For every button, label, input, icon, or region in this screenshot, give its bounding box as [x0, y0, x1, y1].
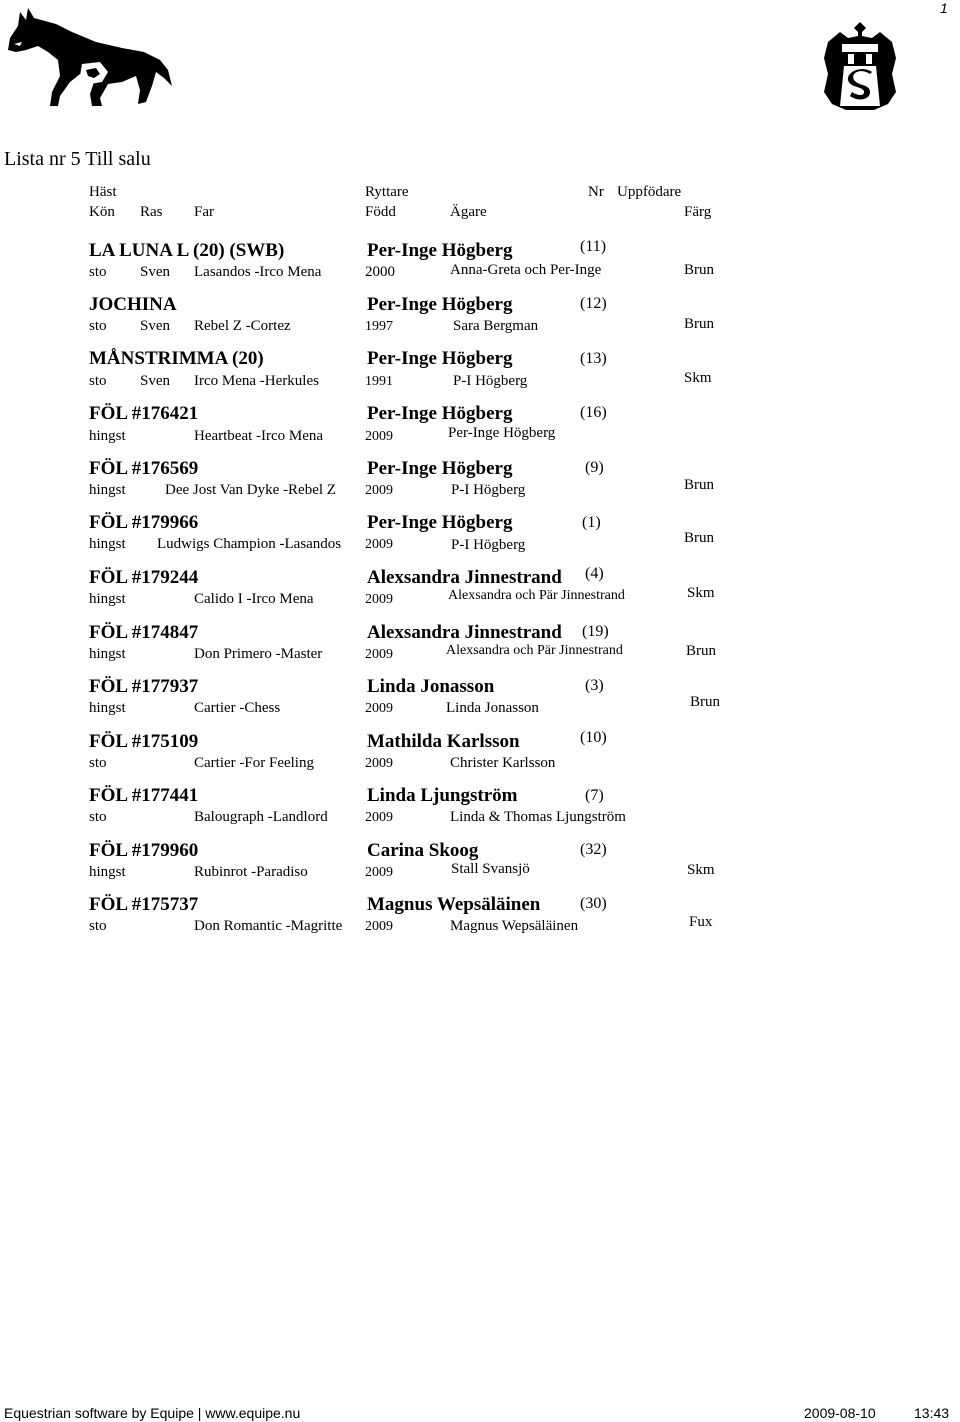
rider-name: Linda Ljungström	[367, 785, 518, 806]
gender: hingst	[89, 428, 126, 444]
breed: Sven	[140, 373, 170, 389]
gender: sto	[89, 755, 107, 771]
birth-year: 1997	[365, 319, 393, 334]
header-agare: Ägare	[450, 204, 487, 220]
page-number: 1	[940, 0, 948, 16]
horse-name: FÖL #177937	[89, 676, 199, 697]
horse-name: FÖL #175109	[89, 731, 199, 752]
header-hast: Häst	[89, 184, 117, 200]
birth-year: 2009	[365, 919, 393, 934]
breed: Sven	[140, 318, 170, 334]
footer-software: Equestrian software by Equipe | www.equipe.nu	[4, 1405, 301, 1421]
gender: sto	[89, 318, 107, 334]
horse-name: FÖL #179960	[89, 840, 199, 861]
horse-color: Brun	[686, 643, 716, 659]
horse-name: FÖL #179966	[89, 512, 199, 533]
header-uppfodare: Uppfödare	[617, 184, 682, 200]
owner: Sara Bergman	[453, 318, 539, 334]
entry-nr: (30)	[580, 895, 607, 912]
horse-logo-icon	[4, 2, 174, 110]
birth-year: 2009	[365, 701, 393, 716]
rider-name: Mathilda Karlsson	[367, 731, 520, 752]
owner: P-I Högberg	[453, 373, 528, 389]
horse-color: Brun	[690, 694, 720, 710]
gender: sto	[89, 918, 107, 934]
gender: hingst	[89, 536, 126, 552]
header-far: Far	[194, 204, 214, 220]
pedigree: Ludwigs Champion -Lasandos	[157, 536, 342, 552]
owner: Linda Jonasson	[446, 700, 539, 716]
entry-nr: (3)	[585, 677, 604, 694]
horse-color: Brun	[684, 477, 714, 493]
header-nr: Nr	[588, 184, 604, 200]
pedigree: Cartier -For Feeling	[194, 755, 314, 771]
footer-date: 2009-08-10	[804, 1405, 876, 1421]
owner: Alexsandra och Pär Jinnestrand	[448, 588, 625, 603]
horse-color: Skm	[687, 862, 715, 878]
gender: sto	[89, 373, 107, 389]
entry-nr: (10)	[580, 729, 607, 746]
rider-name: Alexsandra Jinnestrand	[367, 622, 562, 643]
entry-nr: (7)	[585, 787, 604, 804]
owner: Christer Karlsson	[450, 755, 556, 771]
entry-nr: (13)	[580, 350, 607, 367]
owner: Alexsandra och Pär Jinnestrand	[446, 643, 623, 658]
horse-name: FÖL #179244	[89, 567, 199, 588]
horse-color: Brun	[684, 316, 714, 332]
rider-name: Per-Inge Högberg	[367, 512, 513, 533]
gender: sto	[89, 809, 107, 825]
entry-nr: (11)	[580, 238, 607, 255]
entry-nr: (19)	[582, 623, 609, 640]
gender: hingst	[89, 700, 126, 716]
horse-color: Skm	[684, 370, 712, 386]
horse-color: Skm	[687, 585, 715, 601]
gender: hingst	[89, 482, 126, 498]
entry-nr: (9)	[585, 459, 604, 476]
birth-year: 2009	[365, 756, 393, 771]
header-fodd: Född	[365, 204, 396, 220]
owner: P-I Högberg	[451, 482, 526, 498]
owner: Anna-Greta och Per-Inge	[450, 262, 602, 278]
gender: hingst	[89, 591, 126, 607]
entry-nr: (16)	[580, 404, 607, 421]
rider-name: Per-Inge Högberg	[367, 348, 513, 369]
birth-year: 2009	[365, 647, 393, 662]
birth-year: 1991	[365, 374, 393, 389]
rider-name: Alexsandra Jinnestrand	[367, 567, 562, 588]
header-kon: Kön	[89, 204, 115, 220]
rider-name: Linda Jonasson	[367, 676, 495, 697]
rider-name: Per-Inge Högberg	[367, 458, 513, 479]
birth-year: 2009	[365, 429, 393, 444]
horse-name: LA LUNA L (20) (SWB)	[89, 240, 285, 261]
owner: Magnus Wepsäläinen	[450, 918, 579, 934]
pedigree: Rebel Z -Cortez	[194, 318, 291, 334]
footer-time: 13:43	[914, 1405, 950, 1421]
horse-name: FÖL #175737	[89, 894, 199, 915]
pedigree: Rubinrot -Paradiso	[194, 864, 308, 880]
pedigree: Irco Mena -Herkules	[194, 373, 319, 389]
rider-name: Per-Inge Högberg	[367, 294, 513, 315]
entry-nr: (4)	[585, 565, 604, 582]
entry-nr: (32)	[580, 841, 607, 858]
birth-year: 2009	[365, 592, 393, 607]
rider-name: Per-Inge Högberg	[367, 240, 513, 261]
horse-name: FÖL #177441	[89, 785, 199, 806]
pedigree: Lasandos -Irco Mena	[194, 264, 322, 280]
pedigree: Don Romantic -Magritte	[194, 918, 343, 934]
horse-name: FÖL #174847	[89, 622, 199, 643]
horse-name: MÅNSTRIMMA (20)	[89, 348, 264, 369]
owner: Per-Inge Högberg	[448, 425, 556, 441]
owner: Linda & Thomas Ljungström	[450, 809, 626, 825]
rider-name: Per-Inge Högberg	[367, 403, 513, 424]
gender: sto	[89, 264, 107, 280]
header-ryttare: Ryttare	[365, 184, 409, 200]
list-title: Lista nr 5 Till salu	[4, 148, 151, 170]
crown-s-logo-icon	[822, 22, 898, 110]
horse-color: Brun	[684, 262, 714, 278]
breed: Sven	[140, 264, 170, 280]
birth-year: 2009	[365, 810, 393, 825]
birth-year: 2009	[365, 483, 393, 498]
pedigree: Calido I -Irco Mena	[194, 591, 314, 607]
rider-name: Carina Skoog	[367, 840, 479, 861]
horse-color: Fux	[689, 914, 713, 930]
pedigree: Don Primero -Master	[194, 646, 323, 662]
pedigree: Dee Jost Van Dyke -Rebel Z	[165, 482, 336, 498]
horse-name: FÖL #176569	[89, 458, 199, 479]
header-farg: Färg	[684, 204, 712, 220]
entry-nr: (12)	[580, 295, 607, 312]
horse-name: JOCHINA	[89, 294, 177, 315]
header-ras: Ras	[140, 204, 163, 220]
pedigree: Cartier -Chess	[194, 700, 281, 716]
horse-color: Brun	[684, 530, 714, 546]
birth-year: 2009	[365, 865, 393, 880]
owner: Stall Svansjö	[451, 861, 530, 877]
rider-name: Magnus Wepsäläinen	[367, 894, 541, 915]
gender: hingst	[89, 646, 126, 662]
horse-name: FÖL #176421	[89, 403, 199, 424]
owner: P-I Högberg	[451, 537, 526, 553]
gender: hingst	[89, 864, 126, 880]
birth-year: 2000	[365, 264, 395, 280]
birth-year: 2009	[365, 537, 393, 552]
pedigree: Heartbeat -Irco Mena	[194, 428, 324, 444]
pedigree: Balougraph -Landlord	[194, 809, 328, 825]
entry-nr: (1)	[582, 514, 601, 531]
